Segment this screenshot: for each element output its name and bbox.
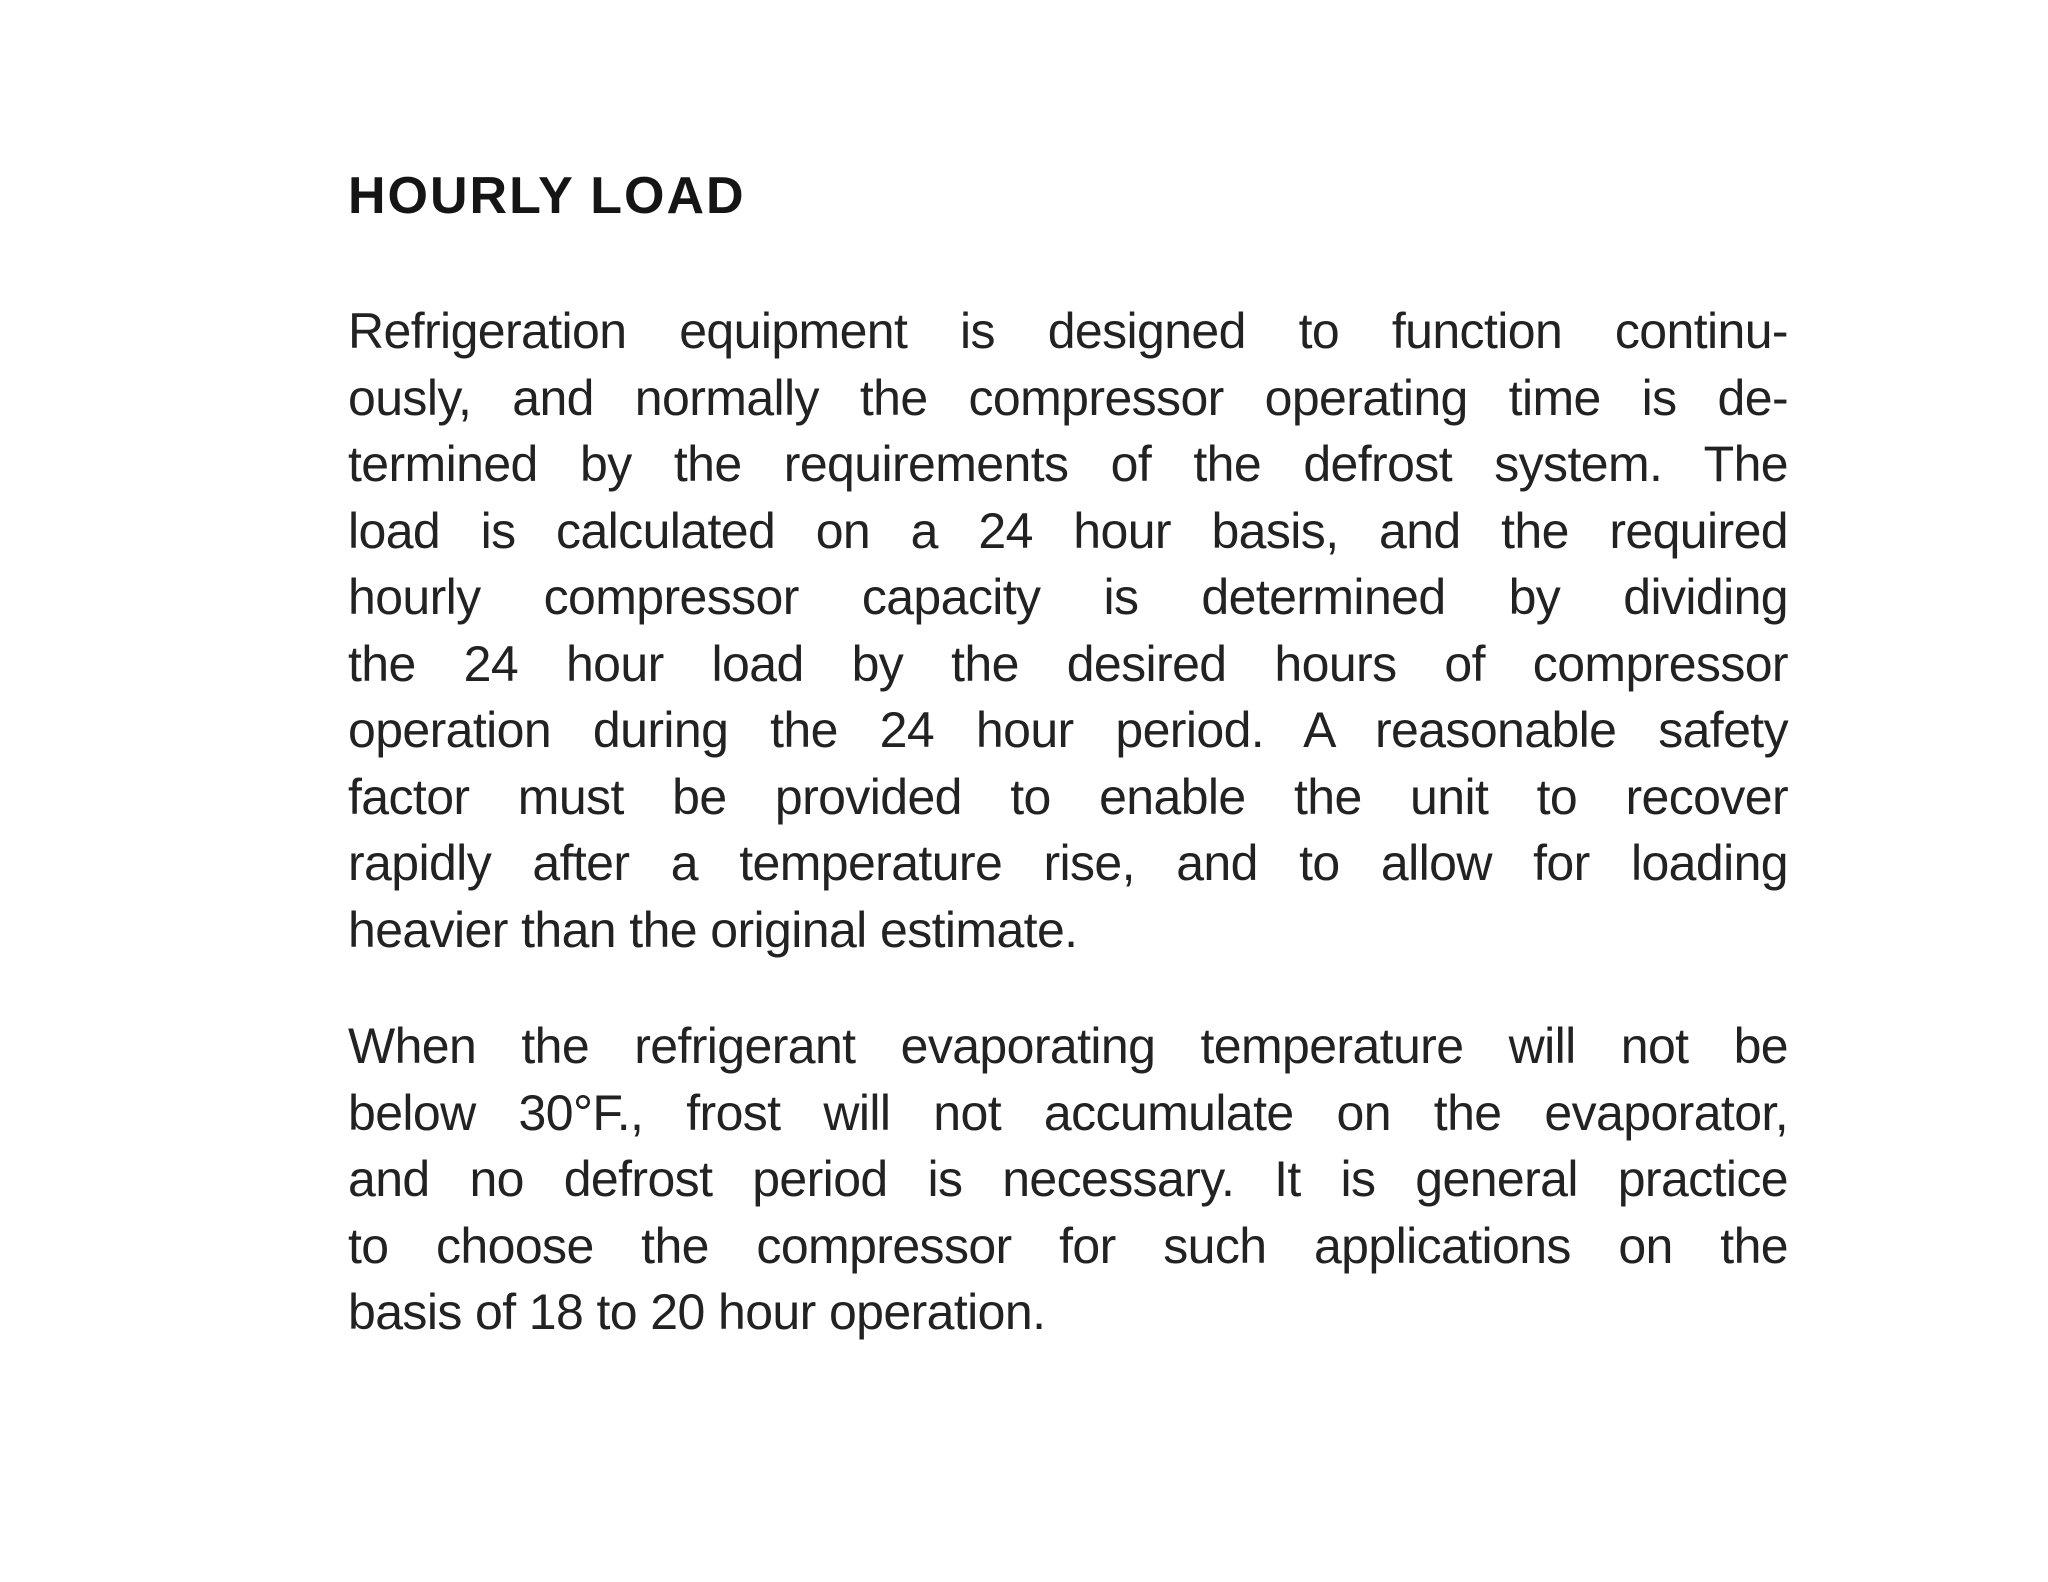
paragraph-line: operation during the 24 hour period. A reasonable safety (348, 702, 1788, 758)
section-heading: HOURLY LOAD (348, 167, 746, 225)
paragraph-line: hourly compressor capacity is determined by dividing (348, 569, 1788, 625)
paragraph-line: factor must be provided to enable the unit to recover (348, 768, 1788, 825)
paragraph-line: When the refrigerant evaporating temperature will not be (348, 1018, 1788, 1074)
paragraph-line: heavier than the original estimate. (348, 901, 1078, 958)
paragraph-line: Refrigeration equipment is designed to function continu- (348, 303, 1788, 359)
text-block (348, 160, 1788, 1346)
paragraph-evaporating-temperature (348, 1013, 1788, 1346)
paragraph-line: rapidly after a temperature rise, and to allow for loading (348, 835, 1788, 891)
paragraph-line: termined by the requirements of the defrost system. The (348, 436, 1788, 492)
paragraph-line: and no defrost period is necessary. It is general practice (348, 1151, 1788, 1207)
paragraph-line: the 24 hour load by the desired hours of compressor (348, 635, 1788, 692)
paragraph-line: basis of 18 to 20 hour operation. (348, 1284, 1046, 1340)
paragraph-line: load is calculated on a 24 hour basis, and the required (348, 502, 1788, 559)
paragraph-line: ously, and normally the compressor operating time is de- (348, 369, 1788, 426)
paragraph-line: to choose the compressor for such applications on the (348, 1217, 1788, 1274)
paragraph-hourly-load (348, 298, 1788, 963)
paragraph-line: below 30°F., frost will not accumulate on the evaporator, (348, 1084, 1788, 1141)
